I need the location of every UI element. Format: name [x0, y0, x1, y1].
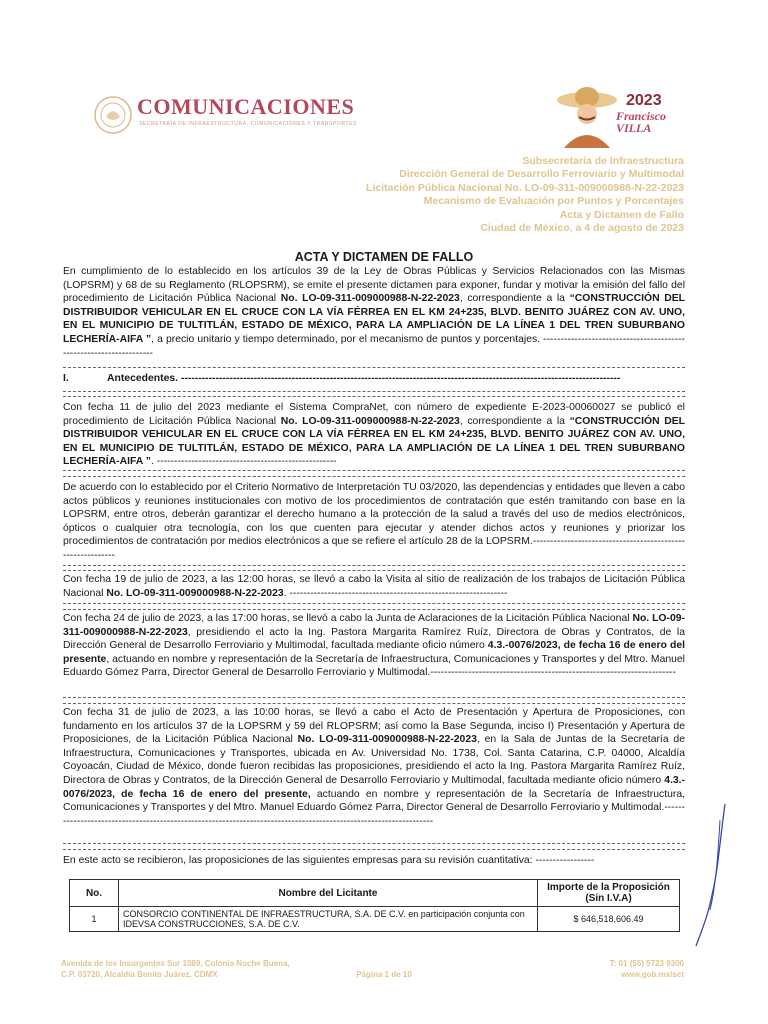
divider — [63, 603, 685, 604]
divider — [63, 570, 685, 571]
row-number: 1 — [70, 907, 119, 932]
divider — [63, 396, 685, 397]
page-number: Página 1 de 10 — [356, 970, 412, 979]
address-line: C.P. 03720, Alcaldía Benito Juárez, CDMX — [61, 970, 218, 979]
divider — [63, 470, 685, 471]
signature-mark — [690, 800, 730, 950]
year-logo-name: Francisco VILLA — [616, 109, 667, 135]
text: Con fecha 11 de julio del 2023 mediante el Sistema CompraNet, con número de expediente E-2023-00060027 se publicó el procedimiento de Licitación Pública Nacional — [63, 402, 685, 427]
divider — [63, 697, 685, 698]
clarification-paragraph — [63, 612, 685, 680]
project-name: “CONSTRUCCIÓN DEL DISTRIBUIDOR VEHICULAR EN EL CRUCE CON LA VÍA FÉRREA EN EL KM 24+235, BLVD. BENITO JUÁREZ CON AV. UNO, EN EL MUNICIPIO DE TULTITLÁN, ESTADO DE MÉXICO, PARA LA AMPLIACIÓN DE LA LÍNEA 1 DEL TREN SUBURBANO LECHERÍA-AIFA ” — [63, 415, 686, 468]
text: actuando en nombre y representación de la Secretaría de Infraestructura, Comunicaciones y Transportes y del Mtro. Manuel Eduardo Gómez Parra, Director General de Desarrollo Ferroviario y Multimodal.----------------------------------------------------------------------------------------------------------------- — [63, 788, 685, 827]
office-reference: 4.3.- 0076/2023, de fecha 16 de enero del presente, — [63, 774, 685, 800]
meta-line: Dirección General de Desarrollo Ferroviario y Multimodal — [399, 168, 684, 181]
column-header-amount: Importe de la Proposición (Sin I.V.A) — [538, 880, 680, 907]
address-line: Avenida de los Insurgentes Sur 1089, Colonia Noche Buena, — [61, 959, 290, 968]
divider — [63, 476, 685, 477]
intro-paragraph — [63, 265, 685, 360]
table-header-row — [70, 880, 680, 907]
brand-subtitle: SECRETARÍA DE INFRAESTRUCTURA, COMUNICACIONES Y TRANSPORTES — [139, 121, 358, 127]
tender-number: No. LO-09-311-009000988-N-22-2023 — [297, 734, 477, 746]
text: , correspondiente a la — [459, 293, 570, 305]
meta-line: Acta y Dictamen de Fallo — [559, 208, 684, 221]
meta-line: Subsecretaría de Infraestructura — [522, 155, 684, 167]
opening-paragraph — [63, 706, 685, 828]
project-name: “CONSTRUCCIÓN DEL DISTRIBUIDOR VEHICULAR EN EL CRUCE CON LA VÍA FÉRREA EN EL KM 24+235, BLVD. BENITO JUÁREZ CON AV. UNO, EN EL MUNICIPIO DE TULTITLÁN, ESTADO DE MÉXICO, PARA LA AMPLIACIÓN DE LA LÍNEA 1 DEL TREN SUBURBANO LECHERÍA-AIFA ” — [63, 293, 686, 345]
tender-number: No. LO-09-311-009000988-N-22-2023 — [280, 415, 460, 427]
text: Con fecha 24 de julio de 2023, a las 17:00 horas, se llevó a cabo la Junta de Aclaraciones de la Licitación Pública Nacional — [63, 613, 633, 624]
text: En cumplimiento de lo establecido en los artículos 39 de la Ley de Obras Públicas y Servicios Relacionados con las Mismas (LOPSRM) y 68 de su Reglamento (RLOPSRM), se emite el presente dictamen para exponer, fundar y motivar la emisión del fallo del procedimiento de Licitación Pública Nacional — [63, 266, 685, 305]
phone: T: 01 (55) 5723 9300 — [609, 959, 684, 968]
meta-line: Licitación Pública Nacional No. LO-09-311-009000988-N-22-2023 — [365, 181, 684, 194]
antecedent-paragraph — [63, 401, 685, 469]
column-header-name: Nombre del Licitante — [119, 880, 538, 907]
site-visit-paragraph — [63, 573, 685, 600]
tender-number: No. LO-09-311-009000988-N-22-2023 — [63, 613, 685, 638]
text: . --------------------------------------------------------------- — [283, 587, 508, 599]
tender-number: No. LO-09-311-009000988-N-22-2023 — [280, 293, 460, 305]
tender-number: No. LO-09-311-009000988-N-22-2023 — [106, 587, 284, 599]
document-meta — [366, 155, 684, 235]
document-title: ACTA Y DICTAMEN DE FALLO — [294, 250, 474, 264]
text: , en la Sala de Juntas de la Secretaría de Infraestructura, Comunicaciones y Transportes, ubicada en Av. Universidad No. 1738, Col. Santa Catarina, C.P. 04000, Alcaldía Coyoacán, Ciudad de México, donde fueron recibidas las proposiciones, presidiendo el acto la Ing. Pastora Margarita Ramírez Ruíz, Directora de Obras y Contratos, de la Dirección General de Desarrollo Ferroviario y Multimodal, facultada mediante oficio número — [63, 734, 685, 786]
meta-line: Ciudad de México, a 4 de agosto de 2023 — [480, 222, 684, 235]
brand-name: COMUNICACIONES — [137, 94, 355, 119]
footer-contact — [610, 958, 684, 980]
bidder-name: CONSORCIO CONTINENTAL DE INFRAESTRUCTURA, S.A. DE C.V. en participación conjunta con IDEVSA CONSTRUCCIONES, S.A. DE C.V. — [119, 907, 538, 932]
mexico-seal-icon — [93, 95, 133, 135]
villa-portrait-icon — [552, 84, 622, 148]
section-title: Antecedentes. ------------------------------------------------------------------------------------------------------------------------------- — [107, 373, 621, 384]
proposals-received-paragraph: En este acto se recibieron, las proposiciones de las siguientes empresas para su revisión cuantitativa: ----------------- — [63, 855, 595, 866]
divider — [63, 849, 685, 850]
proposals-table — [69, 879, 680, 932]
meta-line: Mecanismo de Evaluación por Puntos y Porcentajes — [423, 195, 684, 208]
divider — [63, 391, 685, 392]
text: , presidiendo el acto la Ing. Pastora Margarita Ramírez Ruíz, Directora de Obras y Contratos, de la Dirección General de Desarrollo Ferroviario y Multimodal, facultada mediante oficio número — [63, 626, 685, 652]
column-header-no: No. — [70, 880, 119, 907]
year-logo: 2023 — [626, 92, 662, 109]
text: , actuando en nombre y representación de la Secretaría de Infraestructura, Comunicaciones y Transportes y del Mtro. Manuel Eduardo Gómez Parra, Director General de Desarrollo Ferroviario y Multimodal.----------------------------------------------------------------------- — [63, 653, 685, 679]
text: , a precio unitario y tiempo determinado, por el mecanismo de puntos y porcentajes. ------------------------------------------------------------------- — [63, 333, 685, 359]
text: , correspondiente a la — [459, 415, 570, 427]
divider — [63, 565, 685, 566]
website-link[interactable]: www.gob.mx/sct — [621, 970, 684, 979]
criteria-paragraph: De acuerdo con lo establecido por el Criterio Normativo de Interpretación TU 03/2020, las dependencias y entidades que lleven a cabo actos públicos y reuniones institucionales con motivo de los procedimientos de contratación que estén tramitando con base en la LOPSRM, entre otros, deberán garantizar el derecho humano a la protección de la salud a través del uso de medios electrónicos, ópticos o cualquier otra tecnología, con los que cuenten para ejecutar y atender dichos actos y reuniones y priorizar los procedimientos de contratación por medios electrónicos a que se refiere el artículo 28 de la LOPSRM.----------------------------------------------------------- — [63, 482, 685, 561]
text: Con fecha 31 de julio de 2023, a las 10:00 horas, se llevó a cabo el Acto de Presentación y Apertura de Proposiciones, con fundamento en los artículos 37 de la LOPSRM y 59 del RLOPSRM; así como la Base Segunda, inciso I) Presentación y Apertura de Proposiciones, de la Licitación Pública Nacional — [63, 707, 685, 746]
divider — [63, 367, 685, 368]
divider — [63, 609, 685, 610]
section-number: I. — [63, 373, 69, 384]
divider — [63, 703, 685, 704]
proposal-amount: $ 646,518,606.49 — [538, 907, 680, 932]
text: Con fecha 19 de julio de 2023, a las 12:00 horas, se llevó a cabo la Visita al sitio de realización de los trabajos de Licitación Pública Nacional — [63, 574, 685, 599]
divider — [63, 843, 685, 844]
table-row — [70, 907, 680, 932]
text: . ---------------------------------------------------- — [150, 456, 337, 468]
francisco-villa-logo — [552, 84, 682, 148]
office-reference: 4.3.-0076/2023, de fecha 16 de enero del presente — [63, 640, 685, 665]
